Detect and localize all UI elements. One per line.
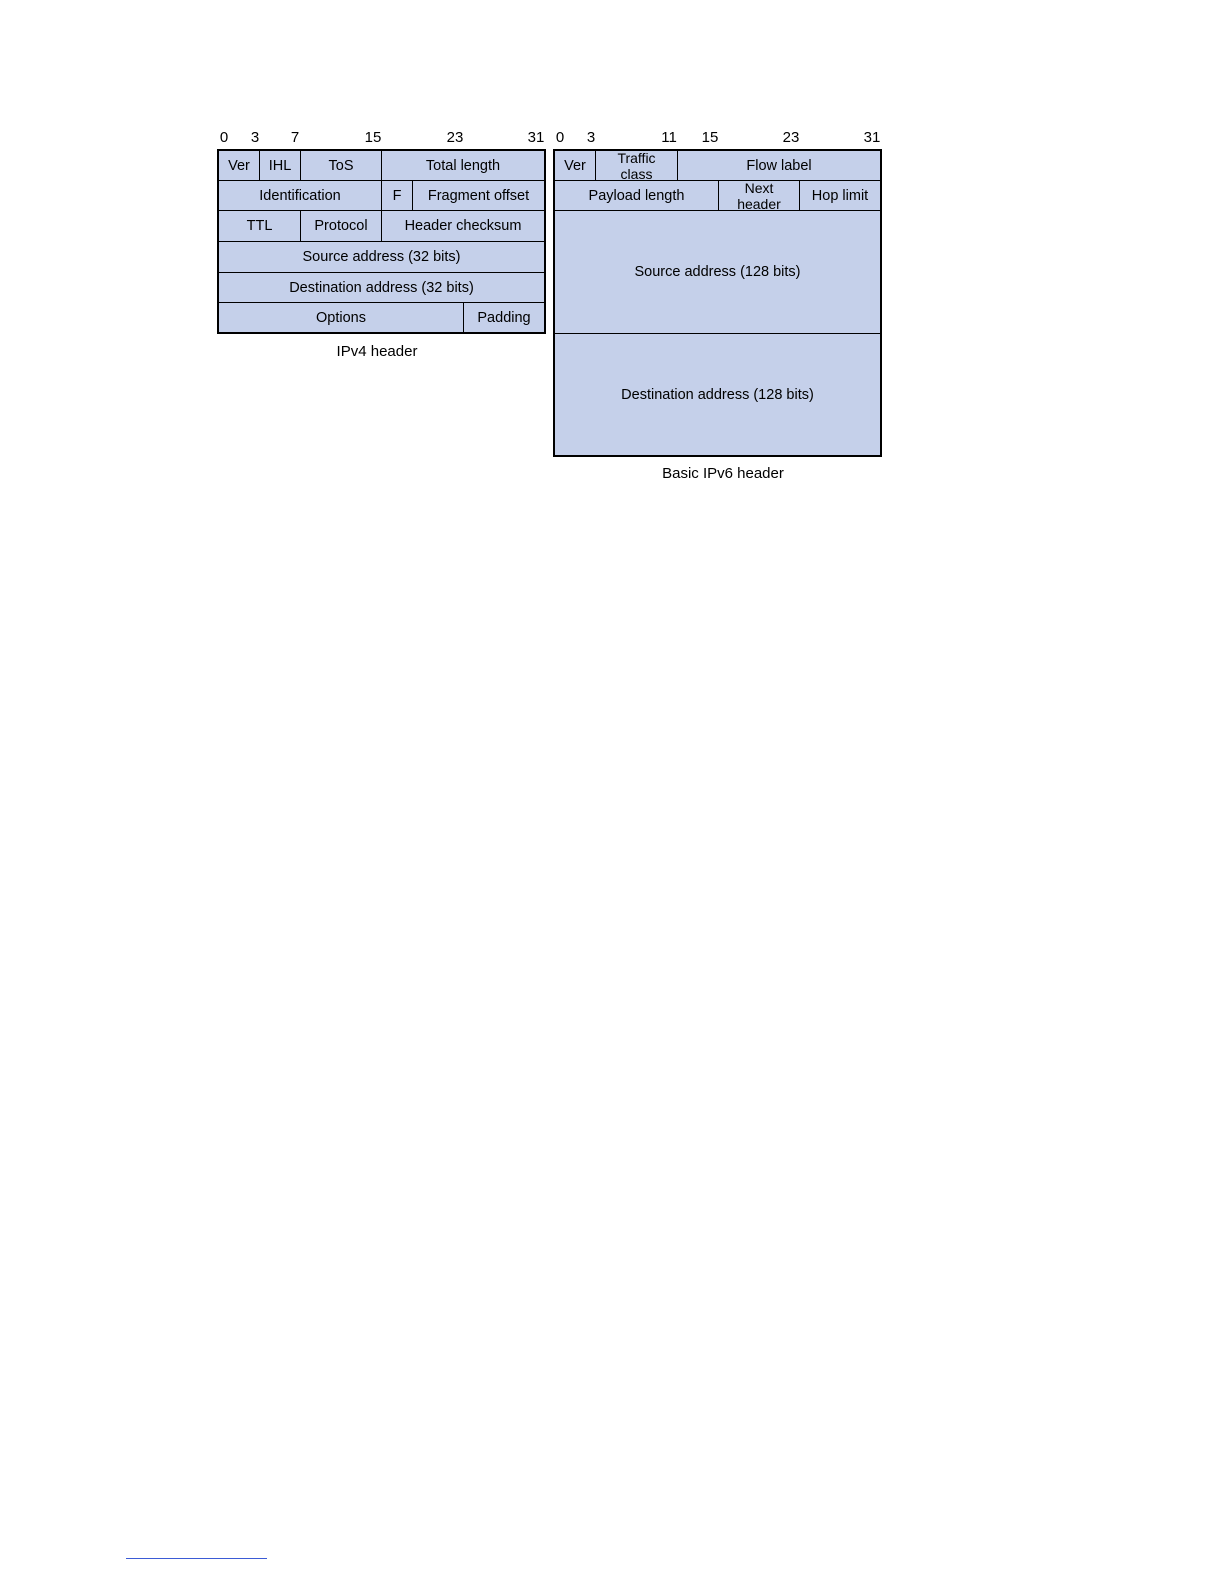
ipv6-bit-label-23: 23 <box>782 129 800 146</box>
ipv6-field-next-header-label-line2: header <box>737 195 781 211</box>
ipv4-field-header-checksum <box>381 210 545 242</box>
ipv6-field-next-header-label-line1: Next <box>744 180 774 196</box>
ipv4-field-total-length-label: Total length <box>425 157 501 174</box>
ipv6-field-payload-length <box>554 180 719 211</box>
ipv4-field-options-label: Options <box>316 309 366 326</box>
ipv4-field-tos <box>300 150 382 181</box>
ipv4-bit-label-7: 7 <box>290 129 300 146</box>
ipv4-field-options <box>218 302 464 333</box>
ipv6-field-payload-length-label: Payload length <box>588 187 685 204</box>
ipv6-header-caption: Basic IPv6 header <box>662 465 784 482</box>
ipv4-field-source-address-label: Source address (32 bits) <box>302 249 461 265</box>
ipv6-field-next-header <box>718 180 800 211</box>
ipv4-field-protocol <box>300 210 382 242</box>
ipv4-field-destination-address <box>218 272 545 303</box>
ipv6-bit-label-15: 15 <box>701 129 719 146</box>
ipv6-field-traffic-class-label-line2: class <box>620 165 653 181</box>
ipv4-field-flags <box>381 180 413 211</box>
ipv4-field-tos-label: ToS <box>328 157 354 174</box>
ipv4-field-ttl-label: TTL <box>246 218 273 234</box>
ipv6-field-flow-label-label: Flow label <box>746 157 812 174</box>
ipv4-field-source-address <box>218 241 545 273</box>
ipv4-field-identification <box>218 180 382 211</box>
ipv4-field-fragment-offset-label: Fragment offset <box>427 187 530 204</box>
ipv4-bit-label-3: 3 <box>250 129 260 146</box>
ipv6-field-destination-address-label: Destination address (128 bits) <box>621 386 814 403</box>
ipv6-field-destination-address <box>554 333 881 456</box>
ipv4-field-padding-label: Padding <box>477 309 531 326</box>
ipv6-field-traffic-class <box>595 150 678 181</box>
ipv4-field-header-checksum-label: Header checksum <box>404 218 522 234</box>
ipv4-field-protocol-label: Protocol <box>314 218 368 234</box>
ipv6-field-traffic-class-label-line1: Traffic <box>617 150 656 166</box>
ipv4-field-total-length <box>381 150 545 181</box>
ipv4-bit-label-31: 31 <box>527 129 545 146</box>
ipv4-bit-label-23: 23 <box>446 129 464 146</box>
ipv6-bit-label-31: 31 <box>863 129 881 146</box>
ipv4-field-padding <box>463 302 545 333</box>
ipv6-field-flow-label <box>677 150 881 181</box>
ipv6-field-source-address <box>554 210 881 334</box>
ipv4-header-caption: IPv4 header <box>336 343 418 360</box>
ipv4-field-version <box>218 150 260 181</box>
ipv6-bit-label-0: 0 <box>555 129 565 146</box>
ipv6-bit-label-3: 3 <box>586 129 596 146</box>
ipv6-field-source-address-label: Source address (128 bits) <box>634 264 801 280</box>
ipv6-field-version-label: Ver <box>564 157 586 174</box>
ipv6-bit-label-11: 11 <box>661 129 677 146</box>
ipv4-bit-label-15: 15 <box>364 129 382 146</box>
ipv4-field-identification-label: Identification <box>259 187 341 204</box>
ipv4-field-ihl <box>259 150 301 181</box>
ipv6-field-hop-limit <box>799 180 881 211</box>
ipv4-field-fragment-offset <box>412 180 545 211</box>
ipv4-field-version-label: Ver <box>228 157 250 174</box>
footnote-separator <box>126 1558 267 1559</box>
ipv4-bit-label-0: 0 <box>219 129 229 146</box>
ipv4-field-ihl-label: IHL <box>268 157 292 174</box>
ipv4-field-ttl <box>218 210 301 242</box>
ipv4-field-destination-address-label: Destination address (32 bits) <box>289 279 474 296</box>
ipv6-field-version <box>554 150 596 181</box>
ipv4-field-flags-label: F <box>392 187 402 204</box>
ipv6-field-hop-limit-label: Hop limit <box>811 187 869 204</box>
